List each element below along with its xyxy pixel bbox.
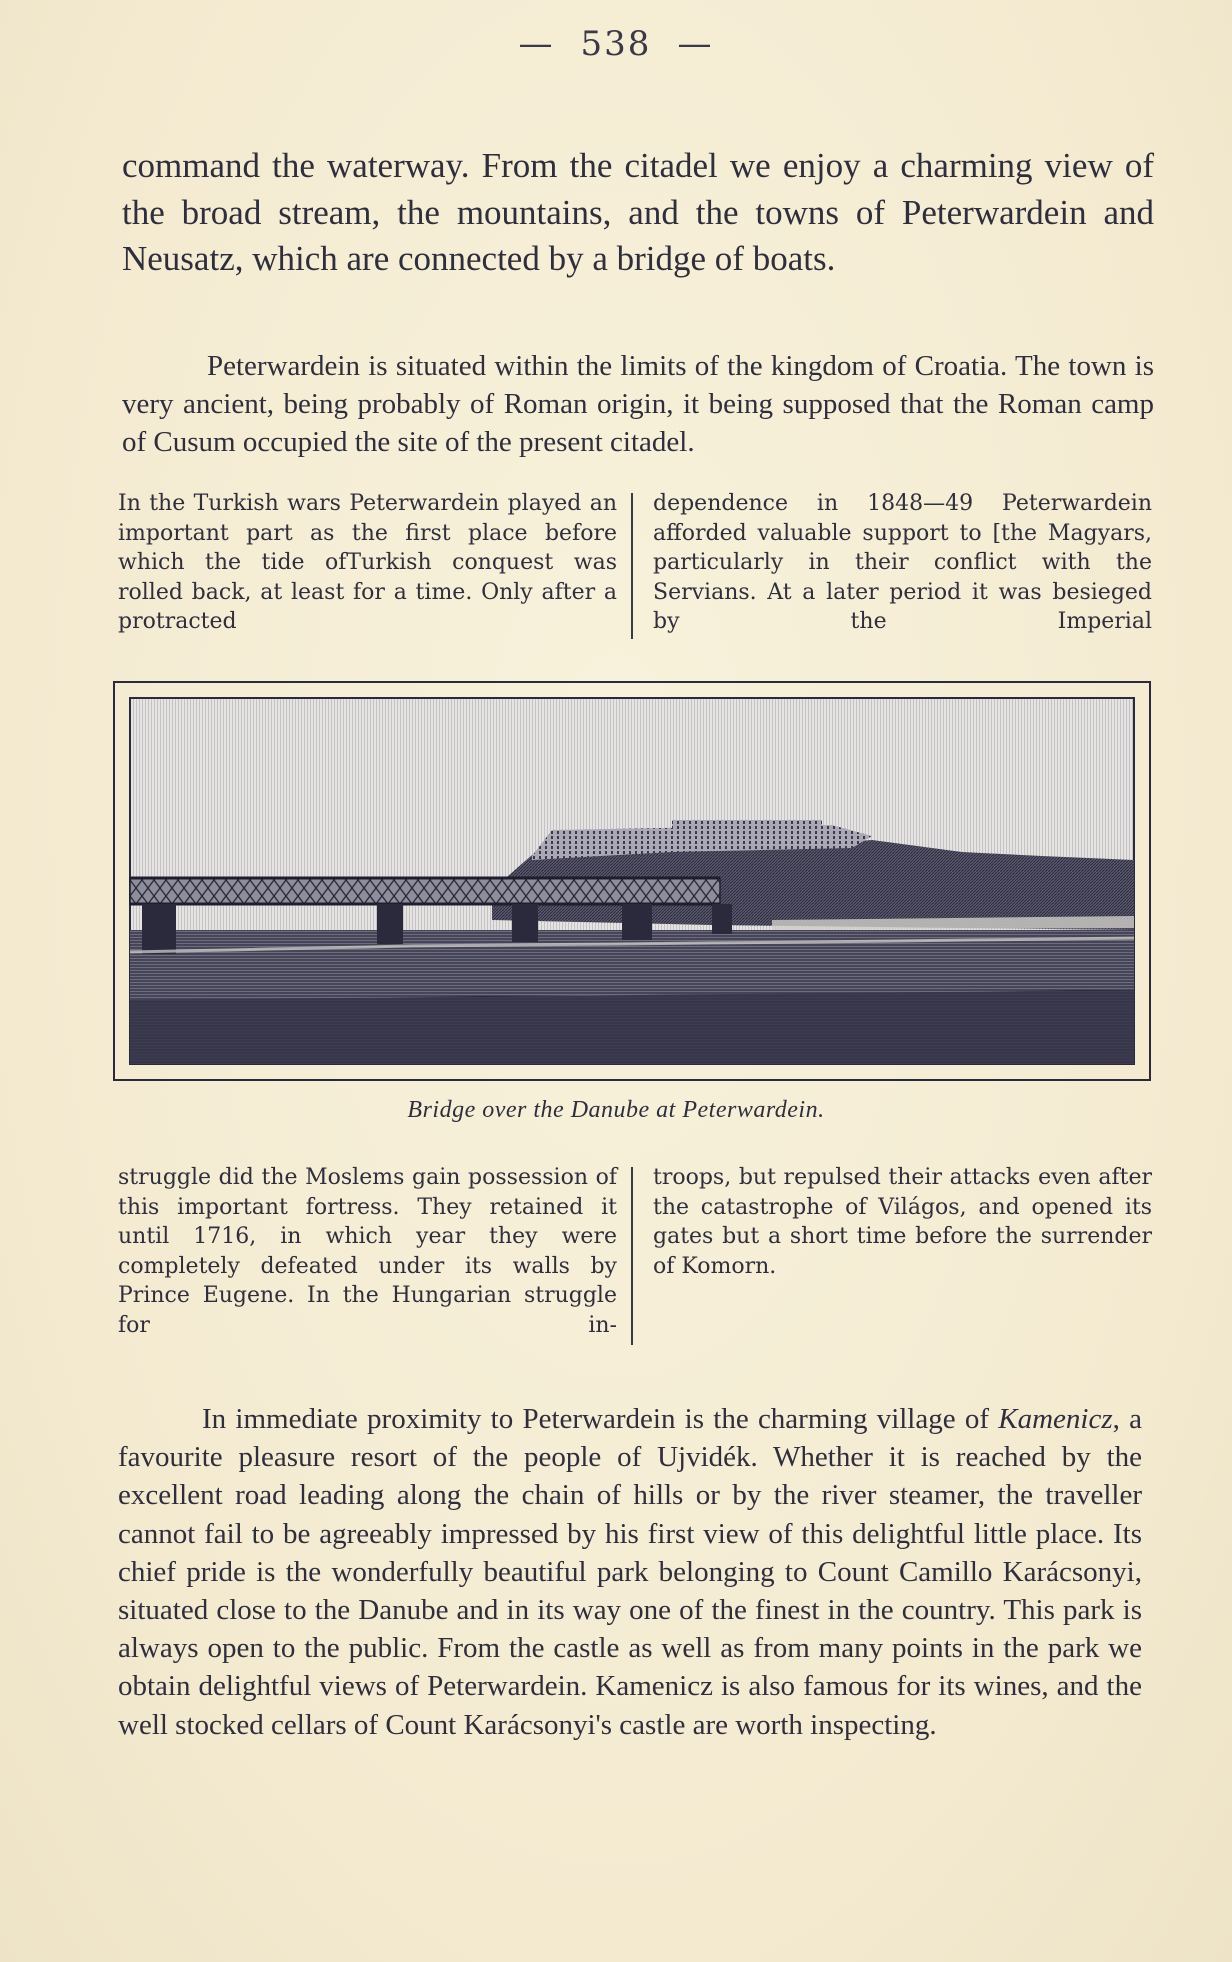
page-number-dash-right: — <box>677 24 714 64</box>
page-number <box>0 24 1232 64</box>
column-left-bottom-text: struggle did the Moslems gain possession of this important fortress. They retained it until 1716, in which year they were completely defeated under its walls by Prince Eugene. In the Hungarian struggle for in- <box>118 1165 617 1338</box>
page-number-dash-left: — <box>518 24 555 64</box>
page-number-value: 538 <box>580 24 652 64</box>
column-left-bottom <box>118 1163 631 1345</box>
place-name-kamenicz: Kamenicz <box>998 1403 1113 1435</box>
figure-caption: Bridge over the Danube at Peterwardein. <box>407 1097 825 1123</box>
column-left-top-text: In the Turkish wars Peterwardein played an important part as the first place before which the tide ofTurkish conquest was rolled back, at least for a time. Only after a protracted <box>118 491 617 634</box>
two-column-block-top <box>118 489 1152 639</box>
paragraph-kamenicz-intro: In immediate proximity to Peterwardein is the charming village of <box>202 1403 999 1435</box>
column-right-bottom <box>633 1163 1152 1345</box>
paragraph-peterwardein-croatia: Peterwardein is situated within the limits of the kingdom of Croatia. The town is very ancient, being probably of Roman origin, it being supposed that the Roman camp of Cusum occupied the site of the present citadel. <box>122 350 1154 458</box>
paragraph-kamenicz <box>118 1400 1142 1744</box>
two-column-block-bottom <box>118 1163 1152 1345</box>
paragraph-waterway: command the waterway. From the citadel we enjoy a charming view of the broad stream, the mountains, and the towns of Peterwardein and Neusatz, which are connected by a bridge of boats. <box>122 146 1154 278</box>
paragraph-kamenicz-rest: , a favourite pleasure resort of the people of Ujvidék. Whether it is reached by the excellent road leading along the chain of hills or by the river steamer, the traveller cannot fail to be agreeably impressed by his first view of this delightful little place. Its chief pride is the wonderfully beautiful park belonging to Count Camillo Karácsonyi, situated close to the Danube and in its way one of the finest in the country. This park is always open to the public. From the castle as well as from many points in the park we obtain delightful views of Peterwardein. Kamenicz is also famous for its wines, and the well stocked cellars of Count Karácsonyi's castle are worth inspecting. <box>118 1403 1142 1741</box>
column-right-bottom-text: troops, but repulsed their attacks even after the catastrophe of Világos, and opened its gates but a short time before the surrender of Komorn. <box>653 1165 1152 1279</box>
column-left-top <box>118 489 631 639</box>
bridge-engraving-image <box>112 680 1152 1082</box>
engraving-bridge-illustration <box>112 680 1152 1082</box>
column-right-top-text: dependence in 1848—49 Peterwardein afforded valuable support to [the Magyars, particularly in their conflict with the Servians. At a later period it was besieged by the Imperial <box>653 491 1152 634</box>
column-right-top <box>633 489 1152 639</box>
